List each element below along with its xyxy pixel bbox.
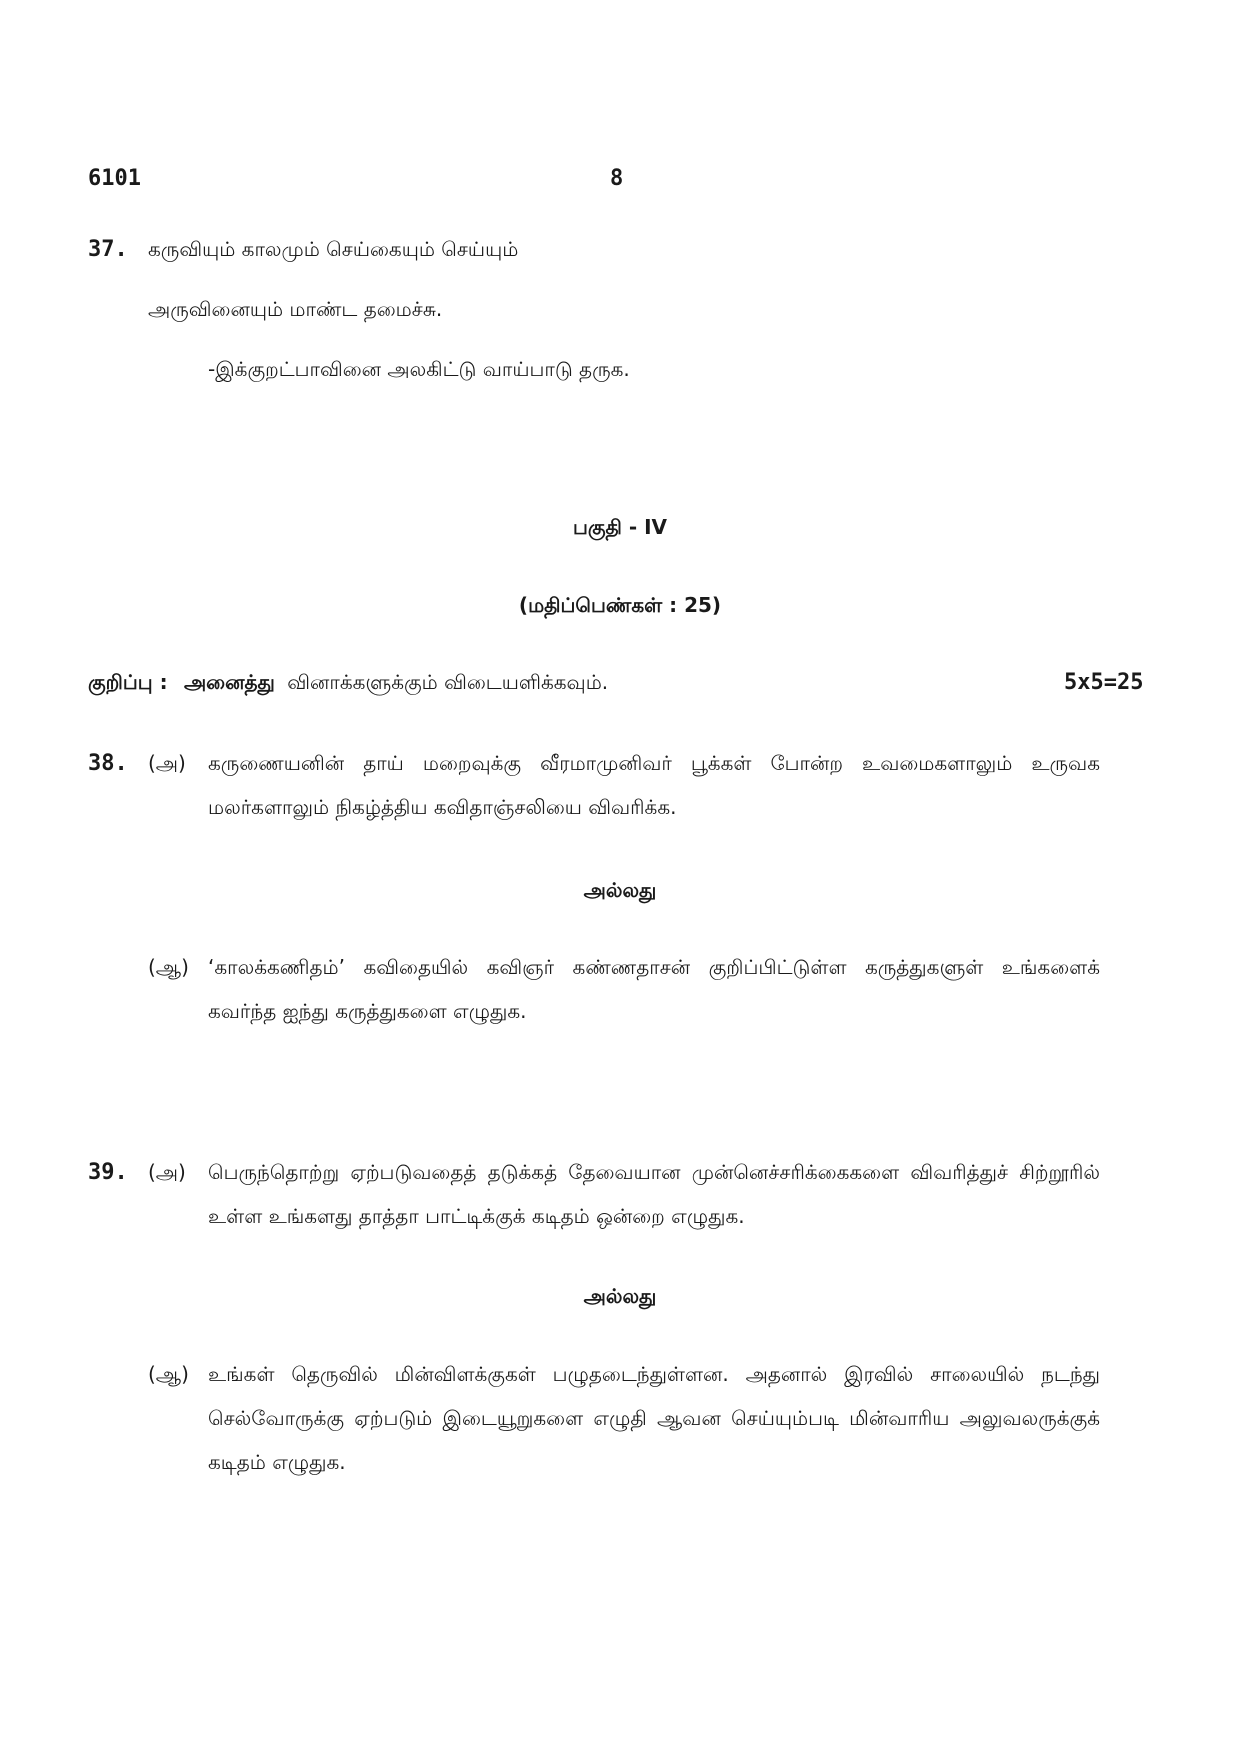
section-title: பகுதி - IV <box>572 515 668 539</box>
q39-option-b-text: உங்கள் தெருவில் மின்விளக்குகள் பழுதடைந்துள்ளன. அதனால் இரவில் சாலையில் நடந்து செல்வோருக்கு ஏற்படும் இடையூறுகளை எழுதி ஆவன செய்யும்படி மின்வாரிய அலுவலருக்குக் கடிதம் எழுதுக. <box>208 1362 1100 1474</box>
q39-option-a-label: (அ) <box>148 1160 186 1184</box>
q38-option-b-label: (ஆ) <box>148 955 189 979</box>
page-number: 8 <box>610 166 624 191</box>
q37-instruction: -இக்குறட்பாவினை அலகிட்டு வாய்பாடு தருக. <box>208 357 630 381</box>
paper-code: 6101 <box>88 166 141 191</box>
note-label: குறிப்பு : <box>88 670 168 694</box>
note-text: வினாக்களுக்கும் விடையளிக்கவும். <box>287 670 609 694</box>
section-marks: (மதிப்பெண்கள் : 25) <box>518 593 722 617</box>
section-score: 5x5=25 <box>1064 670 1144 695</box>
section-note <box>88 670 608 697</box>
question-number-37: 37. <box>88 237 128 262</box>
q37-kural-line-2: அருவினையும் மாண்ட தமைச்சு. <box>148 297 443 321</box>
q38-option-a-text: கருணையனின் தாய் மறைவுக்கு வீரமாமுனிவர் பூக்கள் போன்ற உவமைகளாலும் உருவக மலர்களாலும் நிகழ்த்திய கவிதாஞ்சலியை விவரிக்க. <box>208 751 1100 819</box>
q38-option-b-text: ‘காலக்கணிதம்’ கவிதையில் கவிஞர் கண்ணதாசன் குறிப்பிட்டுள்ள கருத்துகளுள் உங்களைக் கவர்ந்த ஐந்து கருத்துகளை எழுதுக. <box>208 955 1100 1023</box>
question-number-39: 39. <box>88 1160 128 1185</box>
question-number-38: 38. <box>88 751 128 776</box>
q38-or-separator: அல்லது <box>583 878 657 902</box>
note-emphasis: அனைத்து <box>183 670 275 694</box>
q38-option-a-label: (அ) <box>148 751 186 775</box>
q37-kural-line-1: கருவியும் காலமும் செய்கையும் செய்யும் <box>148 237 519 261</box>
q39-or-separator: அல்லது <box>583 1284 657 1308</box>
q39-option-b-label: (ஆ) <box>148 1362 189 1386</box>
q39-option-a-text: பெருந்தொற்று ஏற்படுவதைத் தடுக்கத் தேவையான முன்னெச்சரிக்கைகளை விவரித்துச் சிற்றூரில் உள்ள உங்களது தாத்தா பாட்டிக்குக் கடிதம் ஒன்றை எழுதுக. <box>208 1160 1100 1228</box>
